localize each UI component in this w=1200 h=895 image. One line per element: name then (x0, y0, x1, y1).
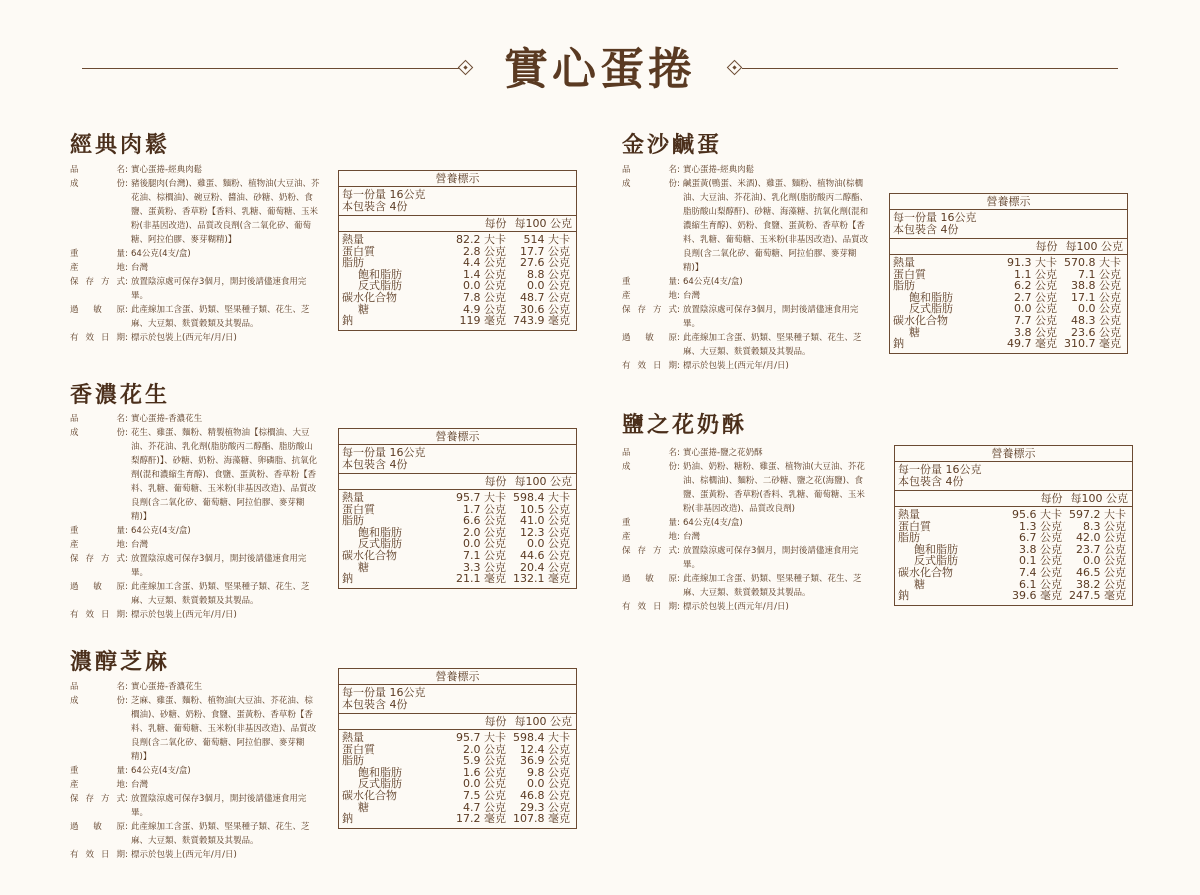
spec-label: 重量 (70, 766, 125, 776)
spec-value: 標示於包裝上(西元年/月/日) (131, 850, 237, 860)
nutrition-row (339, 292, 576, 304)
nutrient-per-serving: 0.0 公克 (463, 777, 506, 791)
nutrient-per-serving: 6.6 公克 (463, 514, 506, 528)
spec-name: 品名 : 實心蛋捲-香濃花生 (70, 412, 320, 426)
nutrient-name: 飽和脂肪 (358, 765, 402, 779)
nutrient-name: 反式脂肪 (358, 279, 402, 293)
spec-label: 產地 (622, 291, 677, 301)
nutrient-per-100g: 570.8 大卡 (1064, 256, 1121, 269)
nutrient-per-serving: 39.6 毫克 (1012, 589, 1062, 603)
nutrition-table (338, 668, 577, 829)
nutrient-name: 熱量 (893, 256, 915, 269)
nutrient-per-serving: 4.7 公克 (463, 800, 506, 814)
nutrient-name: 糖 (358, 302, 369, 316)
serving-size: 每一份量 16公克 (342, 188, 426, 201)
spec-storage: 保存方式 : 放置陰涼處可保存3個月，開封後請儘速食用完畢。 (622, 544, 872, 572)
servings-per-pack: 本包裝含 4份 (898, 475, 964, 488)
nutrient-per-100g: 27.6 公克 (520, 256, 570, 270)
spec-label: 產地 (70, 540, 125, 550)
spec-label: 有效日期 (622, 602, 677, 612)
spec-label: 成份 (622, 179, 677, 189)
nutrient-name: 熱量 (342, 233, 364, 246)
col-per-serving: 每份 (1040, 492, 1063, 505)
nutrient-per-100g: 46.8 公克 (520, 788, 570, 802)
nutrient-per-100g: 38.8 公克 (1071, 279, 1121, 293)
nutrition-row (339, 813, 576, 825)
spec-weight: 重量 : 64公克(4支/盒) (70, 247, 320, 261)
nutrient-per-100g: 310.7 毫克 (1064, 337, 1121, 351)
nutrition-row (890, 315, 1127, 327)
nutrient-name: 飽和脂肪 (909, 290, 953, 304)
nutrient-name: 碳水化合物 (342, 788, 397, 802)
spec-weight: 重量 : 64公克(4支/盒) (70, 524, 320, 538)
nutrition-title: 營養標示 (895, 446, 1132, 462)
spec-value: 標示於包裝上(西元年/月/日) (131, 333, 237, 343)
nutrient-per-serving: 1.7 公克 (463, 502, 506, 516)
col-per-100g: 每100 公克 (1065, 240, 1123, 253)
nutrition-title: 營養標示 (339, 171, 576, 187)
nutrient-per-100g: 7.1 公克 (1078, 267, 1121, 281)
nutrient-per-serving: 1.1 公克 (1014, 267, 1057, 281)
nutrient-per-serving: 6.1 公克 (1019, 577, 1062, 591)
spec-name: 品名 : 實心蛋捲-鹽之花奶酥 (622, 446, 872, 460)
nutrient-name: 蛋白質 (893, 267, 926, 281)
nutrition-body (890, 255, 1127, 353)
nutrient-name: 碳水化合物 (898, 565, 953, 579)
nutrient-per-serving: 4.9 公克 (463, 302, 506, 316)
col-per-serving: 每份 (1035, 240, 1058, 253)
spec-storage: 保存方式 : 放置陰涼處可保存3個月，開封後請儘速食用完畢。 (70, 552, 320, 580)
col-per-serving: 每份 (484, 715, 507, 728)
nutrient-name: 反式脂肪 (909, 302, 953, 316)
spec-label: 重量 (622, 518, 677, 528)
nutrition-row (895, 567, 1132, 579)
spec-value: 放置陰涼處可保存3個月，開封後請儘速食用完畢。 (683, 305, 859, 329)
spec-value: 64公克(4支/盒) (131, 526, 191, 536)
nutrient-name: 糖 (909, 325, 920, 339)
spec-label: 成份 (70, 428, 125, 438)
nutrition-row (339, 234, 576, 246)
nutrient-per-100g: 48.7 公克 (520, 290, 570, 304)
product-title: 濃醇芝麻 (70, 649, 171, 675)
nutrient-per-100g: 23.7 公克 (1076, 542, 1126, 556)
spec-value: 豬後腿肉(台灣)、雞蛋、麵粉、植物油(大豆油、芥花油、棕櫚油)、碗豆粉、醬油、砂糖、奶粉、食鹽、蛋黃粉、香草粉【香料、乳糖、葡萄糖、玉米粉(非基因改造)、品質改良劑(含二氧化矽、葡萄糖、阿拉伯膠、麥芽糊精)】 (131, 179, 320, 245)
spec-name: 品名 : 實心蛋捲-經典肉鬆 (622, 163, 872, 177)
spec-value: 實心蛋捲-經典肉鬆 (131, 165, 203, 175)
nutrition-title: 營養標示 (339, 429, 576, 445)
spec-value: 台灣 (683, 532, 701, 542)
nutrient-per-serving: 1.6 公克 (463, 765, 506, 779)
nutrition-column-header (339, 474, 576, 490)
nutrient-per-serving: 91.3 大卡 (1007, 256, 1057, 269)
spec-value: 此產線加工含蛋、奶類、堅果種子類、花生、芝麻、大豆類、麩質穀類及其製品。 (683, 574, 862, 598)
nutrient-per-serving: 3.8 公克 (1019, 542, 1062, 556)
nutrient-per-serving: 0.1 公克 (1019, 554, 1062, 568)
spec-value: 放置陰涼處可保存3個月，開封後請儘速食用完畢。 (131, 554, 307, 578)
spec-allergen: 過敏原 : 此產線加工含蛋、奶類、堅果種子類、花生、芝麻、大豆類、麩質穀類及其製品。 (622, 331, 872, 359)
spec-label: 產地 (622, 532, 677, 542)
nutrition-body (339, 730, 576, 828)
col-per-serving: 每份 (484, 217, 507, 230)
nutrient-per-serving: 2.7 公克 (1014, 290, 1057, 304)
spec-value: 台灣 (131, 263, 149, 273)
spec-weight: 重量 : 64公克(4支/盒) (622, 275, 872, 289)
spec-weight: 重量 : 64公克(4支/盒) (70, 764, 320, 778)
product-specs (622, 446, 872, 614)
nutrient-name: 反式脂肪 (914, 554, 958, 568)
nutrient-per-100g: 44.6 公克 (520, 548, 570, 562)
header-rule-right (742, 68, 1118, 69)
nutrient-per-100g: 0.0 公克 (527, 279, 570, 293)
nutrient-name: 脂肪 (342, 754, 364, 768)
nutrient-name: 蛋白質 (342, 502, 375, 516)
spec-label: 品名 (70, 165, 125, 175)
col-per-100g: 每100 公克 (1070, 492, 1128, 505)
nutrient-name: 碳水化合物 (342, 290, 397, 304)
spec-value: 此產線加工含蛋、奶類、堅果種子類、花生、芝麻、大豆類、麩質穀類及其製品。 (131, 305, 310, 329)
nutrient-name: 脂肪 (342, 256, 364, 270)
nutrition-title: 營養標示 (339, 669, 576, 685)
spec-value: 放置陰涼處可保存3個月，開封後請儘速食用完畢。 (131, 794, 307, 818)
servings-per-pack: 本包裝含 4份 (342, 458, 408, 471)
nutrient-name: 蛋白質 (342, 742, 375, 756)
spec-ingredients: 成份 : 花生、雞蛋、麵粉、精製植物油【棕櫚油、大豆油、芥花油、乳化劑(脂肪酸丙二醇酯、脂肪酸山梨醇酐)】、砂糖、奶粉、海藻糖、卵磷脂、抗氧化劑(混和濃縮生育醇)、食鹽、蛋黃粉、香草粉【香料、乳糖、葡萄糖、玉米粉(非基因改造)、品質改良劑(含二氧化矽、葡萄糖、阿拉伯膠、麥芽糊精)】 (70, 426, 320, 524)
nutrition-serving-info (895, 462, 1132, 491)
nutrition-row (339, 492, 576, 504)
spec-label: 成份 (622, 462, 677, 472)
nutrition-row (339, 790, 576, 802)
col-per-100g: 每100 公克 (514, 475, 572, 488)
nutrient-per-100g: 0.0 公克 (527, 777, 570, 791)
product-specs (622, 163, 872, 373)
spec-value: 芝麻、雞蛋、麵粉、植物油(大豆油、芥花油、棕櫚油)、砂糖、奶粉、食鹽、蛋黃粉、香草粉【香料、乳糖、葡萄糖、玉米粉(非基因改造)、品質改良劑(含二氧化矽、葡萄糖、阿拉伯膠、麥芽糊精)】 (131, 696, 317, 762)
spec-expiry: 有效日期 : 標示於包裝上(西元年/月/日) (622, 359, 872, 373)
product-title: 鹽之花奶酥 (622, 412, 748, 438)
nutrient-name: 鈉 (893, 337, 904, 351)
spec-expiry: 有效日期 : 標示於包裝上(西元年/月/日) (622, 600, 872, 614)
spec-value: 實心蛋捲-香濃花生 (131, 414, 203, 424)
nutrient-name: 鈉 (898, 589, 909, 603)
nutrient-name: 碳水化合物 (893, 313, 948, 327)
nutrition-serving-info (339, 445, 576, 474)
nutrient-per-serving: 49.7 毫克 (1007, 337, 1057, 351)
nutrient-name: 飽和脂肪 (358, 267, 402, 281)
nutrient-per-serving: 17.2 毫克 (456, 812, 506, 826)
spec-value: 標示於包裝上(西元年/月/日) (683, 602, 789, 612)
nutrient-per-100g: 598.4 大卡 (513, 731, 570, 744)
nutrition-column-header (895, 491, 1132, 507)
product-specs (70, 412, 320, 622)
spec-value: 標示於包裝上(西元年/月/日) (683, 361, 789, 371)
spec-ingredients: 成份 : 鹹蛋黃(鴨蛋、米酒)、雞蛋、麵粉、植物油(棕櫚油、大豆油、芥花油)、乳化劑(脂肪酸丙二醇酯、脂肪酸山梨醇酐)、砂糖、海藻糖、抗氧化劑(混和濃縮生育醇)、奶粉、食鹽、蛋黃粉、香草粉【香料、乳糖、葡萄糖、玉米粉(非基因改造)、品質改良劑(含二氧化矽、葡萄糖、阿拉伯膠、麥芽糊精)】 (622, 177, 872, 275)
nutrient-per-100g: 8.3 公克 (1083, 519, 1126, 533)
nutrition-row (339, 573, 576, 585)
spec-label: 有效日期 (70, 610, 125, 620)
nutrient-per-serving: 7.1 公克 (463, 548, 506, 562)
nutrient-per-serving: 4.4 公克 (463, 256, 506, 270)
nutrition-row (895, 590, 1132, 602)
nutrient-per-serving: 95.6 大卡 (1012, 508, 1062, 521)
spec-origin: 產地 : 台灣 (70, 538, 320, 552)
nutrient-name: 熱量 (342, 731, 364, 744)
nutrition-serving-info (339, 685, 576, 714)
nutrient-per-serving: 1.4 公克 (463, 267, 506, 281)
nutrient-per-serving: 0.0 公克 (463, 537, 506, 551)
nutrition-row (339, 732, 576, 744)
nutrient-per-100g: 17.1 公克 (1071, 290, 1121, 304)
spec-label: 保存方式 (70, 277, 125, 287)
spec-label: 保存方式 (70, 554, 125, 564)
nutrient-per-serving: 5.9 公克 (463, 754, 506, 768)
nutrient-per-serving: 1.3 公克 (1019, 519, 1062, 533)
product-title: 金沙鹹蛋 (622, 132, 723, 158)
nutrient-per-serving: 82.2 大卡 (456, 233, 506, 246)
spec-value: 台灣 (683, 291, 701, 301)
nutrient-per-serving: 3.8 公克 (1014, 325, 1057, 339)
nutrient-per-100g: 48.3 公克 (1071, 313, 1121, 327)
spec-allergen: 過敏原 : 此產線加工含蛋、奶類、堅果種子類、花生、芝麻、大豆類、麩質穀類及其製品。 (70, 580, 320, 608)
nutrient-per-serving: 2.0 公克 (463, 525, 506, 539)
nutrient-per-100g: 597.2 大卡 (1069, 508, 1126, 521)
spec-expiry: 有效日期 : 標示於包裝上(西元年/月/日) (70, 608, 320, 622)
spec-label: 過敏原 (70, 582, 125, 592)
nutrient-per-100g: 247.5 毫克 (1069, 589, 1126, 603)
spec-value: 64公克(4支/盒) (131, 249, 191, 259)
nutrition-table (338, 170, 577, 331)
nutrition-column-header (339, 216, 576, 232)
nutrient-per-serving: 6.2 公克 (1014, 279, 1057, 293)
nutrient-per-100g: 30.6 公克 (520, 302, 570, 316)
col-per-serving: 每份 (484, 475, 507, 488)
servings-per-pack: 本包裝含 4份 (342, 200, 408, 213)
nutrition-table (338, 428, 577, 589)
spec-value: 台灣 (131, 540, 149, 550)
nutrition-body (339, 490, 576, 588)
nutrient-name: 反式脂肪 (358, 777, 402, 791)
spec-label: 保存方式 (622, 546, 677, 556)
spec-label: 重量 (70, 526, 125, 536)
nutrient-per-100g: 743.9 毫克 (513, 314, 570, 328)
nutrient-per-serving: 7.8 公克 (463, 290, 506, 304)
spec-label: 有效日期 (70, 333, 125, 343)
nutrient-name: 飽和脂肪 (914, 542, 958, 556)
spec-label: 有效日期 (622, 361, 677, 371)
spec-weight: 重量 : 64公克(4支/盒) (622, 516, 872, 530)
nutrient-per-serving: 7.7 公克 (1014, 313, 1057, 327)
nutrient-per-100g: 38.2 公克 (1076, 577, 1126, 591)
nutrient-per-100g: 36.9 公克 (520, 754, 570, 768)
spec-value: 實心蛋捲-經典肉鬆 (683, 165, 755, 175)
product-title: 香濃花生 (70, 382, 171, 408)
spec-value: 64公克(4支/盒) (683, 277, 743, 287)
nutrient-name: 蛋白質 (342, 244, 375, 258)
spec-label: 重量 (622, 277, 677, 287)
nutrient-per-100g: 12.4 公克 (520, 742, 570, 756)
spec-origin: 產地 : 台灣 (70, 778, 320, 792)
product-specs (70, 163, 320, 345)
nutrient-name: 鈉 (342, 572, 353, 586)
spec-origin: 產地 : 台灣 (622, 289, 872, 303)
servings-per-pack: 本包裝含 4份 (342, 698, 408, 711)
spec-label: 產地 (70, 263, 125, 273)
nutrient-per-serving: 21.1 毫克 (456, 572, 506, 586)
nutrition-column-header (890, 239, 1127, 255)
spec-label: 保存方式 (70, 794, 125, 804)
nutrient-per-serving: 119 毫克 (459, 314, 506, 328)
spec-value: 奶油、奶粉、糖粉、雞蛋、植物油(大豆油、芥花油、棕櫚油)、麵粉、二砂糖、鹽之花(海鹽)、食鹽、蛋黃粉、香草粉(香料、乳糖、葡萄糖、玉米粉(非基因改造)、品質改良劑) (683, 462, 865, 514)
spec-label: 品名 (622, 165, 677, 175)
nutrient-per-100g: 598.4 大卡 (513, 491, 570, 504)
nutrient-name: 鈉 (342, 812, 353, 826)
spec-value: 放置陰涼處可保存3個月，開封後請儘速食用完畢。 (683, 546, 859, 570)
spec-label: 過敏原 (622, 574, 677, 584)
spec-origin: 產地 : 台灣 (70, 261, 320, 275)
nutrition-table (894, 445, 1133, 606)
spec-value: 標示於包裝上(西元年/月/日) (131, 610, 237, 620)
spec-label: 成份 (70, 179, 125, 189)
nutrient-per-serving: 0.0 公克 (463, 279, 506, 293)
nutrient-per-serving: 0.0 公克 (1014, 302, 1057, 316)
spec-label: 重量 (70, 249, 125, 259)
spec-value: 鹹蛋黃(鴨蛋、米酒)、雞蛋、麵粉、植物油(棕櫚油、大豆油、芥花油)、乳化劑(脂肪酸丙二醇酯、脂肪酸山梨醇酐)、砂糖、海藻糖、抗氧化劑(混和濃縮生育醇)、奶粉、食鹽、蛋黃粉、香草粉【香料、乳糖、葡萄糖、玉米粉(非基因改造)、品質改良劑(含二氧化矽、葡萄糖、阿拉伯膠、麥芽糊精)】 (683, 179, 869, 273)
nutrient-per-100g: 12.3 公克 (520, 525, 570, 539)
spec-label: 成份 (70, 696, 125, 706)
nutrient-name: 脂肪 (342, 514, 364, 528)
spec-label: 過敏原 (622, 333, 677, 343)
serving-size: 每一份量 16公克 (893, 211, 977, 224)
nutrient-per-serving: 2.0 公克 (463, 742, 506, 756)
serving-size: 每一份量 16公克 (342, 686, 426, 699)
nutrient-per-100g: 107.8 毫克 (513, 812, 570, 826)
nutrition-serving-info (339, 187, 576, 216)
page-title: 實心蛋捲 (504, 44, 696, 95)
nutrient-per-serving: 95.7 大卡 (456, 491, 506, 504)
nutrient-per-100g: 9.8 公克 (527, 765, 570, 779)
spec-name: 品名 : 實心蛋捲-經典肉鬆 (70, 163, 320, 177)
nutrient-per-serving: 3.3 公克 (463, 560, 506, 574)
nutrient-name: 熱量 (898, 508, 920, 521)
nutrition-body (895, 507, 1132, 605)
spec-storage: 保存方式 : 放置陰涼處可保存3個月，開封後請儘速食用完畢。 (622, 303, 872, 331)
nutrient-per-100g: 42.0 公克 (1076, 531, 1126, 545)
spec-value: 64公克(4支/盒) (131, 766, 191, 776)
nutrient-name: 熱量 (342, 491, 364, 504)
product-title: 經典肉鬆 (70, 132, 171, 158)
nutrition-row (339, 315, 576, 327)
nutrient-per-100g: 132.1 毫克 (513, 572, 570, 586)
nutrient-name: 脂肪 (893, 279, 915, 293)
spec-label: 過敏原 (70, 822, 125, 832)
product-specs (70, 680, 320, 862)
nutrient-per-100g: 0.0 公克 (1083, 554, 1126, 568)
spec-ingredients: 成份 : 奶油、奶粉、糖粉、雞蛋、植物油(大豆油、芥花油、棕櫚油)、麵粉、二砂糖、鹽之花(海鹽)、食鹽、蛋黃粉、香草粉(香料、乳糖、葡萄糖、玉米粉(非基因改造)、品質改良劑) (622, 460, 872, 516)
nutrient-name: 糖 (358, 800, 369, 814)
spec-label: 品名 (70, 682, 125, 692)
spec-label: 有效日期 (70, 850, 125, 860)
spec-storage: 保存方式 : 放置陰涼處可保存3個月，開封後請儘速食用完畢。 (70, 275, 320, 303)
serving-size: 每一份量 16公克 (898, 463, 982, 476)
spec-value: 此產線加工含蛋、奶類、堅果種子類、花生、芝麻、大豆類、麩質穀類及其製品。 (683, 333, 862, 357)
nutrient-per-serving: 7.4 公克 (1019, 565, 1062, 579)
nutrition-row (890, 338, 1127, 350)
spec-value: 此產線加工含蛋、奶類、堅果種子類、花生、芝麻、大豆類、麩質穀類及其製品。 (131, 822, 310, 846)
nutrient-name: 脂肪 (898, 531, 920, 545)
spec-value: 此產線加工含蛋、奶類、堅果種子類、花生、芝麻、大豆類、麩質穀類及其製品。 (131, 582, 310, 606)
spec-value: 64公克(4支/盒) (683, 518, 743, 528)
nutrient-per-100g: 8.8 公克 (527, 267, 570, 281)
nutrition-column-header (339, 714, 576, 730)
nutrition-body (339, 232, 576, 330)
spec-allergen: 過敏原 : 此產線加工含蛋、奶類、堅果種子類、花生、芝麻、大豆類、麩質穀類及其製品。 (70, 303, 320, 331)
spec-label: 過敏原 (70, 305, 125, 315)
nutrient-per-serving: 95.7 大卡 (456, 731, 506, 744)
spec-storage: 保存方式 : 放置陰涼處可保存3個月，開封後請儘速食用完畢。 (70, 792, 320, 820)
spec-name: 品名 : 實心蛋捲-香濃花生 (70, 680, 320, 694)
nutrient-per-100g: 46.5 公克 (1076, 565, 1126, 579)
nutrition-serving-info (890, 210, 1127, 239)
servings-per-pack: 本包裝含 4份 (893, 223, 959, 236)
spec-ingredients: 成份 : 豬後腿肉(台灣)、雞蛋、麵粉、植物油(大豆油、芥花油、棕櫚油)、碗豆粉、醬油、砂糖、奶粉、食鹽、蛋黃粉、香草粉【香料、乳糖、葡萄糖、玉米粉(非基因改造)、品質改良劑(含二氧化矽、葡萄糖、阿拉伯膠、麥芽糊精)】 (70, 179, 320, 245)
col-per-100g: 每100 公克 (514, 217, 572, 230)
nutrient-name: 反式脂肪 (358, 537, 402, 551)
nutrient-name: 蛋白質 (898, 519, 931, 533)
spec-expiry: 有效日期 : 標示於包裝上(西元年/月/日) (70, 331, 320, 345)
spec-value: 實心蛋捲-鹽之花奶酥 (683, 448, 763, 458)
nutrition-row (895, 509, 1132, 521)
nutrient-name: 糖 (914, 577, 925, 591)
col-per-100g: 每100 公克 (514, 715, 572, 728)
nutrient-per-serving: 2.8 公克 (463, 244, 506, 258)
nutrient-per-100g: 41.0 公克 (520, 514, 570, 528)
nutrient-per-100g: 20.4 公克 (520, 560, 570, 574)
spec-value: 放置陰涼處可保存3個月，開封後請儘速食用完畢。 (131, 277, 307, 301)
nutrient-per-100g: 514 大卡 (523, 233, 570, 246)
nutrient-name: 鈉 (342, 314, 353, 328)
spec-label: 品名 (622, 448, 677, 458)
nutrient-per-100g: 17.7 公克 (520, 244, 570, 258)
spec-label: 保存方式 (622, 305, 677, 315)
nutrient-per-100g: 10.5 公克 (520, 502, 570, 516)
spec-value: 實心蛋捲-香濃花生 (131, 682, 203, 692)
nutrient-name: 碳水化合物 (342, 548, 397, 562)
nutrition-title: 營養標示 (890, 194, 1127, 210)
spec-allergen: 過敏原 : 此產線加工含蛋、奶類、堅果種子類、花生、芝麻、大豆類、麩質穀類及其製品。 (622, 572, 872, 600)
spec-value: 台灣 (131, 780, 149, 790)
nutrient-name: 糖 (358, 560, 369, 574)
spec-label: 品名 (70, 414, 125, 424)
nutrient-per-100g: 23.6 公克 (1071, 325, 1121, 339)
nutrition-row (339, 550, 576, 562)
nutrient-per-100g: 0.0 公克 (1078, 302, 1121, 316)
spec-allergen: 過敏原 : 此產線加工含蛋、奶類、堅果種子類、花生、芝麻、大豆類、麩質穀類及其製品。 (70, 820, 320, 848)
spec-ingredients: 成份 : 芝麻、雞蛋、麵粉、植物油(大豆油、芥花油、棕櫚油)、砂糖、奶粉、食鹽、蛋黃粉、香草粉【香料、乳糖、葡萄糖、玉米粉(非基因改造)、品質改良劑(含二氧化矽、葡萄糖、阿拉伯膠、麥芽糊精)】 (70, 694, 320, 764)
nutrient-per-100g: 29.3 公克 (520, 800, 570, 814)
nutrient-per-serving: 7.5 公克 (463, 788, 506, 802)
nutrition-row (890, 257, 1127, 269)
spec-expiry: 有效日期 : 標示於包裝上(西元年/月/日) (70, 848, 320, 862)
serving-size: 每一份量 16公克 (342, 446, 426, 459)
spec-origin: 產地 : 台灣 (622, 530, 872, 544)
nutrient-per-100g: 0.0 公克 (527, 537, 570, 551)
nutrient-name: 飽和脂肪 (358, 525, 402, 539)
nutrition-table (889, 193, 1128, 354)
spec-value: 花生、雞蛋、麵粉、精製植物油【棕櫚油、大豆油、芥花油、乳化劑(脂肪酸丙二醇酯、脂肪酸山梨醇酐)】、砂糖、奶粉、海藻糖、卵磷脂、抗氧化劑(混和濃縮生育醇)、食鹽、蛋黃粉、香草粉【香料、乳糖、葡萄糖、玉米粉(非基因改造)、品質改良劑(含二氧化矽、葡萄糖、阿拉伯膠、麥芽糊精)】 (131, 428, 318, 522)
nutrient-per-serving: 6.7 公克 (1019, 531, 1062, 545)
spec-label: 產地 (70, 780, 125, 790)
